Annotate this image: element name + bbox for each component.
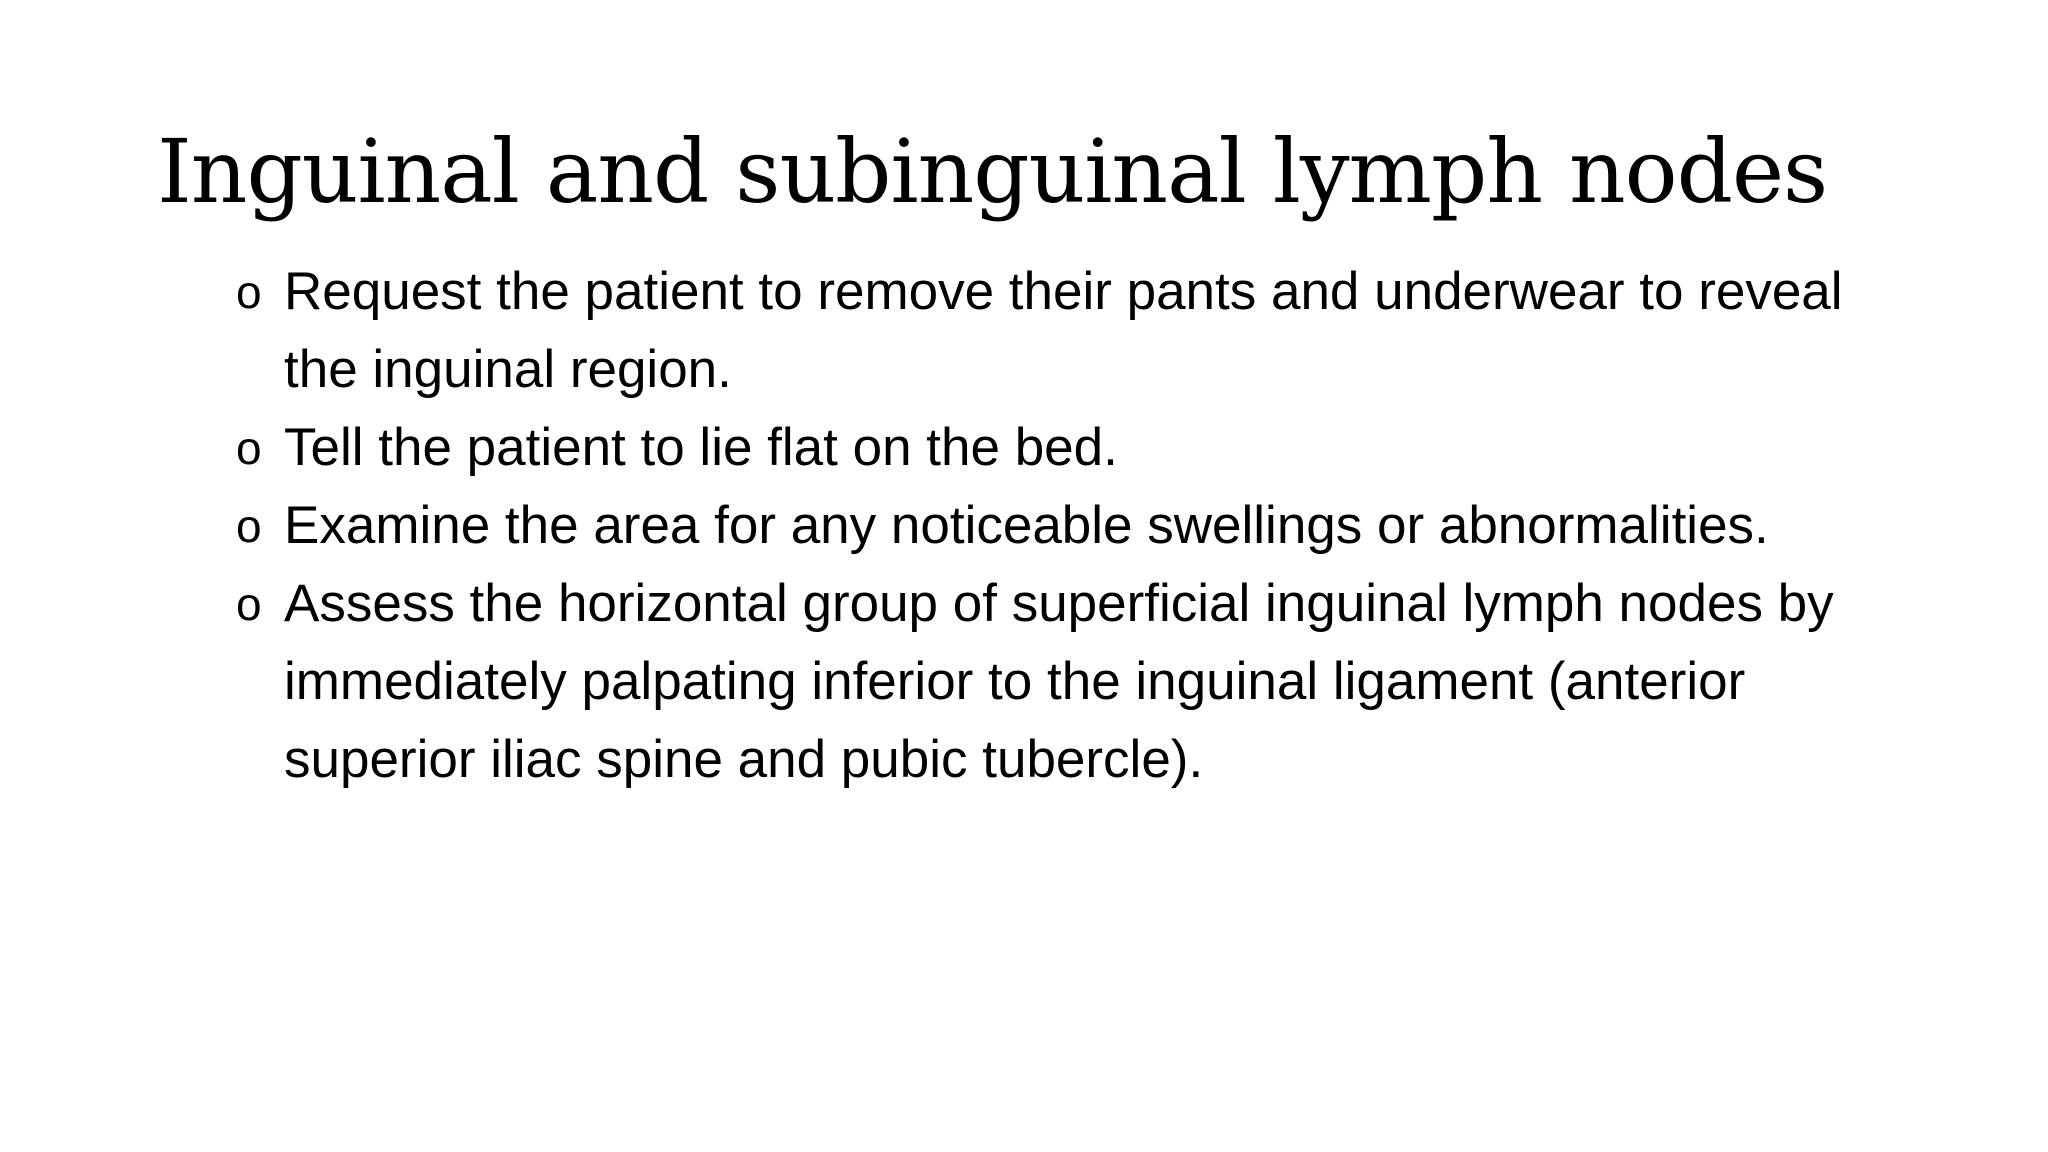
bullet-text: Examine the area for any noticeable swellings or abnormalities. [284, 496, 1769, 555]
bullet-text: Tell the patient to lie flat on the bed. [284, 418, 1118, 477]
bullet-text: Request the patient to remove their pants and underwear to reveal the inguinal region. [284, 262, 1843, 399]
slide-title: Inguinal and subinguinal lymph nodes [157, 120, 1828, 223]
list-item [236, 253, 1916, 409]
circle-bullet-icon: o [236, 422, 262, 474]
bullet-text: Assess the horizontal group of superficial inguinal lymph nodes by immediately palpating inferior to the inguinal ligament (anterior superior iliac spine and pubic tubercle). [284, 574, 1834, 789]
circle-bullet-icon: o [236, 266, 262, 318]
circle-bullet-icon: o [236, 500, 262, 552]
list-item [236, 487, 1916, 565]
circle-bullet-icon: o [236, 578, 262, 630]
bullet-list [236, 253, 1916, 799]
list-item [236, 565, 1916, 799]
list-item [236, 409, 1916, 487]
